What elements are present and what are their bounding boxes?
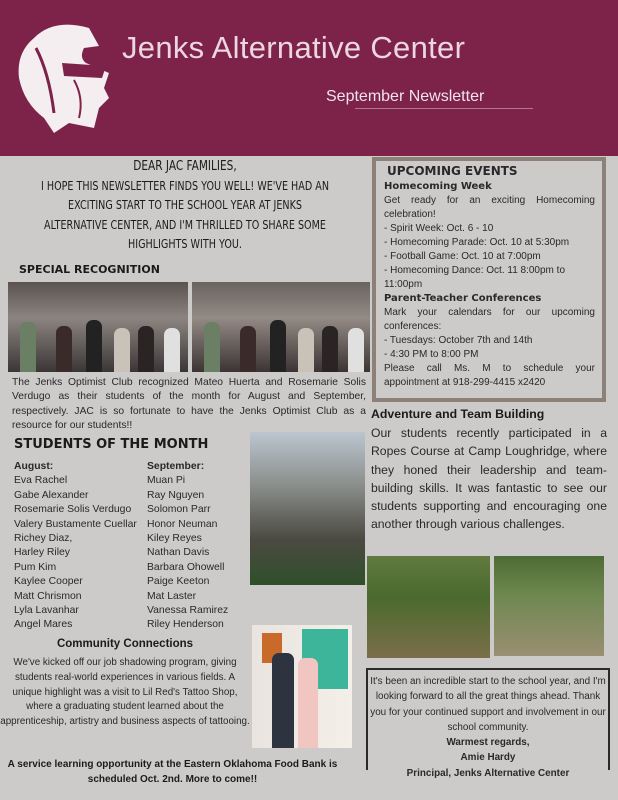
greeting-line: ALTERNATIVE CENTER, AND I'M THRILLED TO SHARE SOME xyxy=(44,217,326,232)
closing-text: It's been an incredible start to the school year, and I'm looking forward to all the great things ahead. Thank you for your continued support and involvement in our school community. xyxy=(370,676,606,733)
student-name: Vanessa Ramirez xyxy=(147,605,229,617)
event-item: - Tuesdays: October 7th and 14th xyxy=(384,335,533,346)
student-name: Muan Pi xyxy=(147,475,186,487)
student-name: Eva Rachel xyxy=(14,475,68,487)
ropes-course-tower-photo xyxy=(250,432,365,585)
student-name: Kaylee Cooper xyxy=(14,576,83,588)
student-name: Richey Diaz, xyxy=(14,533,73,545)
greeting-line: I HOPE THIS NEWSLETTER FINDS YOU WELL! WE'VE HAD AN xyxy=(40,178,330,193)
august-label: August: xyxy=(14,461,54,472)
student-name: Honor Neuman xyxy=(147,518,218,530)
student-name: Gabe Alexander xyxy=(14,489,89,501)
upcoming-events-box xyxy=(372,157,606,402)
ptc-title: Parent-Teacher Conferences xyxy=(384,293,542,304)
school-title: Jenks Alternative Center xyxy=(122,30,466,65)
trojan-helmet-logo xyxy=(14,18,114,133)
student-name: Rosemarie Solis Verdugo xyxy=(14,504,132,516)
student-name: Pum Kim xyxy=(14,561,57,573)
principal-role: Principal, Jenks Alternative Center xyxy=(406,767,570,779)
adventure-heading: Adventure and Team Building xyxy=(371,407,545,421)
homecoming-intro: Get ready for an exciting Homecoming celebration! xyxy=(384,195,595,220)
student-name: Harley Riley xyxy=(14,547,71,559)
special-recognition-heading: SPECIAL RECOGNITION xyxy=(19,263,160,276)
subtitle-underline xyxy=(355,108,533,109)
newsletter-subtitle: September Newsletter xyxy=(326,88,485,105)
students-of-month-heading: STUDENTS OF THE MONTH xyxy=(14,437,209,452)
student-name: Valery Bustamente Cuellar xyxy=(14,518,137,530)
student-name: Mat Laster xyxy=(147,590,197,602)
september-label: September: xyxy=(147,461,205,472)
event-item: - 4:30 PM to 8:00 PM xyxy=(384,349,479,360)
team-building-group-photo xyxy=(494,556,604,656)
student-name: Matt Chrismon xyxy=(14,590,82,602)
student-name: Riley Henderson xyxy=(147,619,224,631)
event-item: - Homecoming Dance: Oct. 11 8:00pm to 11:00pm xyxy=(384,265,566,290)
student-name: Solomon Parr xyxy=(147,504,211,516)
student-name: Angel Mares xyxy=(14,619,73,631)
community-heading: Community Connections xyxy=(56,638,194,650)
recognition-text: The Jenks Optimist Club recognized Mateo Huerta and Rosemarie Solis Verdugo as their students of the month for August and September, respectively. JAC is so fortunate to have the Jenks Optimist Club as a resource for our students!! xyxy=(12,377,366,431)
signoff: Warmest regards, xyxy=(446,737,530,749)
ptc-intro: Mark your calendars for our upcoming conferences: xyxy=(384,307,595,332)
principal-name: Amie Hardy xyxy=(460,752,516,764)
student-name: Paige Keeton xyxy=(147,576,210,588)
homecoming-title: Homecoming Week xyxy=(384,181,492,192)
student-name: Nathan Davis xyxy=(147,547,210,559)
service-learning-note: A service learning opportunity at the Eastern Oklahoma Food Bank is scheduled Oct. 2nd. More to come!! xyxy=(7,759,338,785)
salutation: DEAR JAC FAMILIES, xyxy=(133,158,237,174)
adventure-text: Our students recently participated in a Ropes Course at Camp Loughridge, where they honed their leadership and team-building skills. It was fantastic to see our students supporting and encouraging one another through various challenges. xyxy=(371,426,607,532)
student-name: Ray Nguyen xyxy=(147,489,205,501)
greeting-line: HIGHLIGHTS WITH YOU. xyxy=(128,237,242,251)
greeting xyxy=(0,157,370,255)
august-list xyxy=(14,460,137,633)
closing-message-box xyxy=(366,668,610,779)
tattoo-shop-photo xyxy=(252,625,352,748)
optimist-club-photo-1 xyxy=(8,282,188,372)
ptc-call: Please call Ms. M to schedule your appointment at 918-299-4415 x2420 xyxy=(384,363,595,388)
event-item: - Football Game: Oct. 10 at 7:00pm xyxy=(384,251,541,262)
ropes-course-group-photo xyxy=(367,556,490,658)
event-item: - Spirit Week: Oct. 6 - 10 xyxy=(384,223,494,234)
student-name: Lyla Lavanhar xyxy=(14,605,79,617)
newsletter-header xyxy=(0,0,618,156)
optimist-club-photo-2 xyxy=(192,282,370,372)
events-heading: UPCOMING EVENTS xyxy=(387,164,518,178)
student-name: Kiley Reyes xyxy=(147,533,202,545)
greeting-line: EXCITING START TO THE SCHOOL YEAR AT JENKS xyxy=(68,198,302,212)
event-item: - Homecoming Parade: Oct. 10 at 5:30pm xyxy=(384,237,570,248)
september-list xyxy=(147,460,228,633)
community-text: We've kicked off our job shadowing program, giving students real-world experiences in various fields. A unique highlight was a visit to Lil Red's Tattoo Shop, where a graduating student learned about the apprenticeship, artistry and business aspects of tattooing. xyxy=(0,657,250,728)
student-name: Barbara Ohowell xyxy=(147,561,225,573)
